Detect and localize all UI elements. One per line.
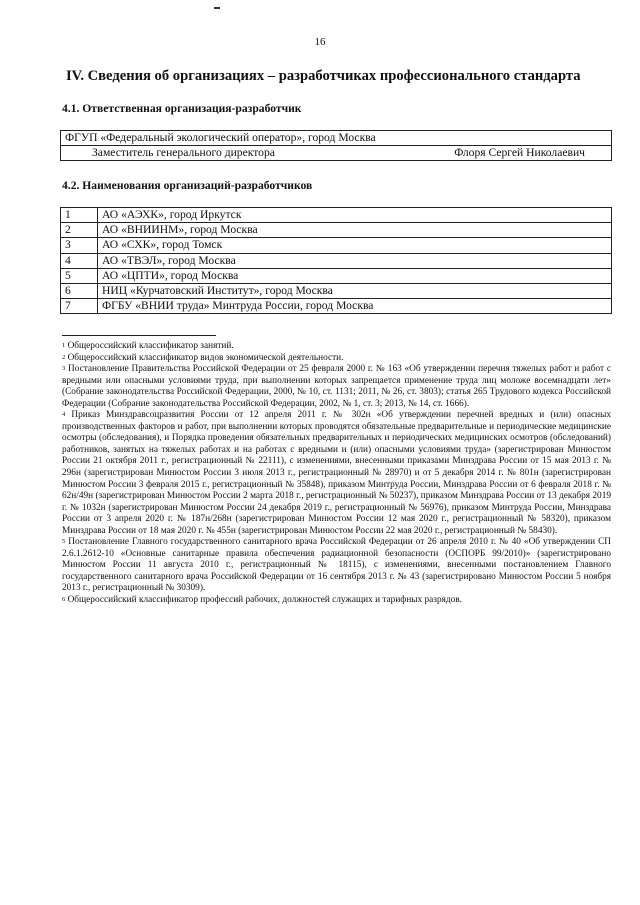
- footnote-text: Приказ Минздравсоцразвития России от 12 апреля 2011 г. № 302н «Об утверждении перечней вредных и (или) опасных производственных факторов и работ, при выполнении которых проводятся обязательные предварительные и периодические медицинские осмотры (обследования), и Порядка проведения обязательных предварительных и периодических медицинских осмотров (обследований) работников, занятых на тяжелых работах и на работах с вредными и (или) опасными условиями труда» (зарегистрирован Минюстом России 21 октября 2011 г., регистрационный № 22111), с изменениями, внесенными приказами Минздрава России от 15 мая 2013 г. № 296н (зарегистрирован Минюстом России 3 июля 2013 г., регистрационный № 28970) и от 5 декабря 2014 г. № 801н (зарегистрирован Минюстом России 3 февраля 2015 г., регистрационный № 35848), приказом Минтруда России, Минздрава России от 6 февраля 2018 г. № 62н/49н (зарегистрирован Минюстом России 2 марта 2018 г., регистрационный № 50237), приказом Минздрава России от 13 декабря 2019 г. № 1032н (зарегистрирован Минюстом России 24 декабря 2019 г., регистрационный № 56976), приказом Минтруда России, Минздрава России от 3 апреля 2020 г. № 187н/268н (зарегистрирован Минюстом России 12 мая 2020 г., регистрационный № 58320), приказом Минздрава России от 18 мая 2020 г. № 455н (зарегистрирован Минюстом России 22 мая 2020 г., регистрационный № 58430).: [62, 410, 611, 536]
- table-row: [61, 208, 612, 223]
- responsible-heading: 4.1. Ответственная организация-разработчик: [62, 102, 302, 115]
- section-title: IV. Сведения об организациях – разработчиках профессионального стандарта: [66, 68, 581, 84]
- table-row: [61, 268, 612, 283]
- scan-mark: [214, 7, 220, 9]
- footnote-text: Общероссийский классификатор видов экономической деятельности.: [67, 352, 344, 363]
- responsible-org-table: [60, 130, 612, 161]
- row-number: 2: [61, 223, 98, 238]
- row-number: 4: [61, 253, 98, 268]
- developers-heading: 4.2. Наименования организаций-разработчиков: [62, 179, 313, 192]
- footnote: [62, 341, 611, 353]
- table-row: [61, 299, 612, 314]
- footnote: [62, 537, 611, 595]
- table-row: [61, 238, 612, 253]
- footnote-mark: 4: [62, 411, 66, 419]
- responsible-position: Заместитель генерального директора: [61, 146, 378, 161]
- footnote-text: Постановление Главного государственного санитарного врача Российской Федерации от 26 апреля 2010 г. № 40 «Об утверждении СП 2.6.1.2612-10 «Основные санитарные правила обеспечения радиационной безопасности (ОСПОРБ 99/2010)» (зарегистрировано Минюстом России 11 августа 2010 г., регистрационный № 18115), с изменениями, внесенными постановлением Главного государственного санитарного врача Российской Федерации от 16 сентября 2013 г. № 43 (зарегистрировано Минюстом России 5 ноября 2013 г., регистрационный № 30309).: [62, 537, 611, 594]
- page-number: 16: [314, 36, 326, 48]
- org-name: АО «ЦПТИ», город Москва: [98, 268, 612, 283]
- footnotes: [62, 341, 611, 607]
- footnote: [62, 353, 611, 365]
- row-number: 3: [61, 238, 98, 253]
- table-row: [61, 253, 612, 268]
- developers-table: [60, 207, 612, 314]
- footnote-mark: 5: [62, 538, 66, 546]
- row-number: 1: [61, 208, 98, 223]
- footnote-text: Общероссийский классификатор занятий.: [67, 341, 234, 351]
- footnote: [62, 410, 611, 537]
- org-name: АО «СХК», город Томск: [98, 238, 612, 253]
- table-row: [61, 283, 612, 298]
- row-number: 5: [61, 268, 98, 283]
- footnote: [62, 364, 611, 410]
- footnote: [62, 595, 611, 607]
- row-number: 7: [61, 299, 98, 314]
- table-row: [61, 223, 612, 238]
- org-name: АО «АЭХК», город Иркутск: [98, 208, 612, 223]
- footnote-mark: 6: [62, 596, 66, 604]
- footnote-mark: 1: [62, 342, 66, 349]
- footnote-text: Общероссийский классификатор профессий рабочих, должностей служащих и тарифных разрядов.: [67, 595, 462, 606]
- org-name: НИЦ «Курчатовский Институт», город Москва: [98, 283, 612, 298]
- row-number: 6: [61, 283, 98, 298]
- footnote-text: Постановление Правительства Российской Федерации от 25 февраля 2000 г. № 163 «Об утверждении перечня тяжелых работ и работ с вредными или опасными условиями труда, при выполнении которых запрещается применение труда лиц моложе восемнадцати лет» (Собрание законодательства Российской Федерации, 2000, № 10, ст. 1131; 2011, № 26, ст. 3803); статья 265 Трудового кодекса Российской Федерации (Собрание законодательства Российской Федерации, 2002, № 1, ст. 3; 2013, № 14, ст. 1666).: [62, 364, 611, 409]
- org-name: ФГБУ «ВНИИ труда» Минтруда России, город Москва: [98, 299, 612, 314]
- responsible-person: Флоря Сергей Николаевич: [377, 146, 611, 161]
- footnote-mark: 3: [62, 365, 66, 373]
- org-name: АО «ВНИИНМ», город Москва: [98, 223, 612, 238]
- footnote-mark: 2: [62, 353, 66, 361]
- responsible-org-name: ФГУП «Федеральный экологический оператор», город Москва: [61, 131, 612, 146]
- footnote-separator: [62, 335, 216, 336]
- org-name: АО «ТВЭЛ», город Москва: [98, 253, 612, 268]
